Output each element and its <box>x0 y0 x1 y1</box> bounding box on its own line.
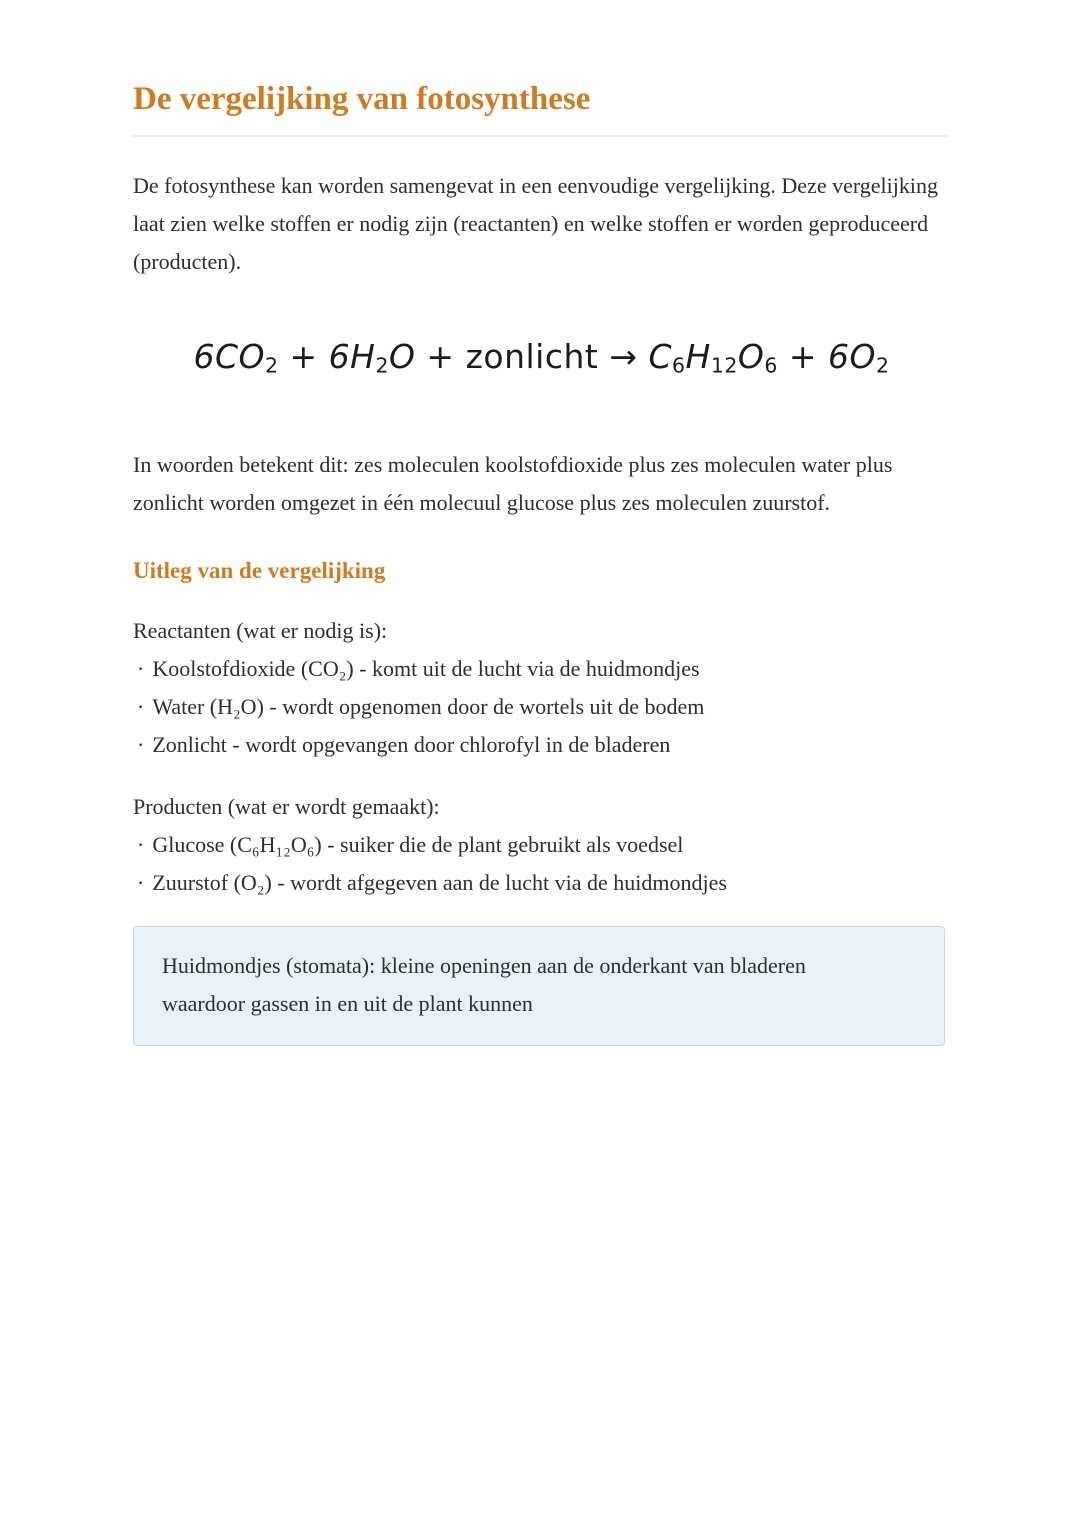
content-column <box>133 78 950 1046</box>
list-item <box>133 650 950 688</box>
bullet-marker: · <box>137 731 145 757</box>
note-box <box>133 926 945 1046</box>
divider <box>133 135 950 137</box>
list-item <box>133 826 950 864</box>
list-item-text: Zonlicht - wordt opgevangen door chlorofyl in de bladeren <box>152 731 671 757</box>
list-item <box>133 726 950 764</box>
products-block <box>133 788 950 902</box>
photosynthesis-equation: 6CO2 + 6H2O + zonlicht → C6H12O6 + 6O2 <box>193 337 890 378</box>
intro-paragraph: De fotosynthese kan worden samengevat in een eenvoudige vergelijking. Deze vergelijking laat zien welke stoffen er nodig zijn (reactanten) en welke stoffen er worden geproduceerd (producten). <box>133 173 938 274</box>
list-item <box>133 864 950 902</box>
reactants-label: Reactanten (wat er nodig is): <box>133 617 388 643</box>
products-label: Producten (wat er wordt gemaakt): <box>133 793 440 819</box>
reactants-block <box>133 612 950 764</box>
list-item-text: Koolstofdioxide (CO₂) - komt uit de lucht via de huidmondjes <box>152 655 700 681</box>
in-words-paragraph: In woorden betekent dit: zes moleculen koolstofdioxide plus zes moleculen water plus zonlicht worden omgezet in één molecuul glucose plus zes moleculen zuurstof. <box>133 451 893 515</box>
list-item-text: Glucose (C₆H₁₂O₆) - suiker die de plant gebruikt als voedsel <box>152 831 684 857</box>
bullet-marker: · <box>137 693 145 719</box>
bullet-marker: · <box>137 869 145 895</box>
note-text: Huidmondjes (stomata): kleine openingen aan de onderkant van bladeren waardoor gassen in en uit de plant kunnen <box>162 952 806 1016</box>
section-subheading: Uitleg van de vergelijking <box>133 557 386 583</box>
list-item-text: Zuurstof (O₂) - wordt afgegeven aan de lucht via de huidmondjes <box>152 869 727 895</box>
list-item-text: Water (H₂O) - wordt opgenomen door de wortels uit de bodem <box>152 693 705 719</box>
bullet-marker: · <box>137 655 145 681</box>
page-title: De vergelijking van fotosynthese <box>133 81 591 117</box>
list-item <box>133 688 950 726</box>
bullet-marker: · <box>137 831 145 857</box>
